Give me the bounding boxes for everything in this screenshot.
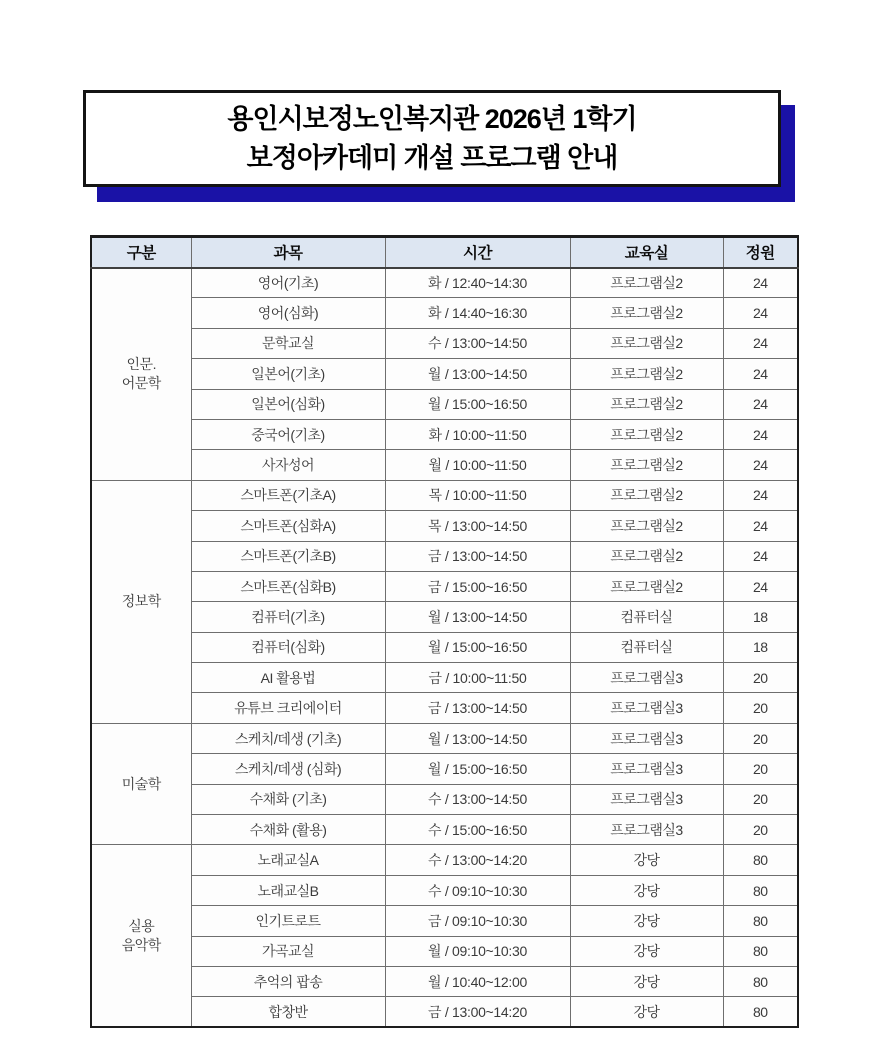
time-cell: 금 / 15:00~16:50 [385, 571, 570, 601]
table-row [91, 480, 798, 510]
header-cell-4: 정원 [723, 237, 798, 268]
time-cell: 월 / 13:00~14:50 [385, 602, 570, 632]
time-cell: 금 / 10:00~11:50 [385, 663, 570, 693]
subject-cell: 합창반 [191, 997, 385, 1027]
room-cell: 컴퓨터실 [570, 632, 723, 662]
subject-cell: 스마트폰(심화B) [191, 571, 385, 601]
capacity-cell: 24 [723, 419, 798, 449]
subject-cell: 문학교실 [191, 328, 385, 358]
time-cell: 금 / 13:00~14:50 [385, 693, 570, 723]
subject-cell: AI 활용법 [191, 663, 385, 693]
subject-cell: 사자성어 [191, 450, 385, 480]
table-row [91, 511, 798, 541]
room-cell: 프로그램실2 [570, 450, 723, 480]
table-row [91, 815, 798, 845]
room-cell: 프로그램실2 [570, 268, 723, 298]
subject-cell: 노래교실B [191, 875, 385, 905]
header-cell-1: 과목 [191, 237, 385, 268]
table-row [91, 663, 798, 693]
capacity-cell: 18 [723, 632, 798, 662]
subject-cell: 컴퓨터(기초) [191, 602, 385, 632]
time-cell: 수 / 09:10~10:30 [385, 875, 570, 905]
time-cell: 화 / 10:00~11:50 [385, 419, 570, 449]
capacity-cell: 24 [723, 268, 798, 298]
capacity-cell: 20 [723, 815, 798, 845]
capacity-cell: 24 [723, 541, 798, 571]
table-row [91, 541, 798, 571]
capacity-cell: 80 [723, 936, 798, 966]
program-table-body [91, 268, 798, 1028]
room-cell: 프로그램실3 [570, 693, 723, 723]
subject-cell: 스마트폰(기초B) [191, 541, 385, 571]
room-cell: 프로그램실2 [570, 419, 723, 449]
category-cell: 정보학 [91, 480, 191, 723]
time-cell: 월 / 13:00~14:50 [385, 723, 570, 753]
table-row [91, 298, 798, 328]
time-cell: 수 / 13:00~14:50 [385, 328, 570, 358]
capacity-cell: 18 [723, 602, 798, 632]
capacity-cell: 24 [723, 480, 798, 510]
subject-cell: 수채화 (활용) [191, 815, 385, 845]
capacity-cell: 24 [723, 571, 798, 601]
time-cell: 목 / 10:00~11:50 [385, 480, 570, 510]
time-cell: 수 / 13:00~14:20 [385, 845, 570, 875]
capacity-cell: 20 [723, 784, 798, 814]
subject-cell: 추억의 팝송 [191, 966, 385, 996]
capacity-cell: 24 [723, 389, 798, 419]
time-cell: 화 / 12:40~14:30 [385, 268, 570, 298]
capacity-cell: 80 [723, 875, 798, 905]
table-row [91, 966, 798, 996]
table-row [91, 906, 798, 936]
title-line-1: 용인시보정노인복지관 2026년 1학기 [227, 103, 637, 134]
room-cell: 프로그램실2 [570, 298, 723, 328]
table-row [91, 723, 798, 753]
room-cell: 강당 [570, 966, 723, 996]
time-cell: 월 / 15:00~16:50 [385, 632, 570, 662]
subject-cell: 영어(기초) [191, 268, 385, 298]
table-row [91, 754, 798, 784]
time-cell: 금 / 13:00~14:50 [385, 541, 570, 571]
time-cell: 월 / 10:40~12:00 [385, 966, 570, 996]
table-row [91, 693, 798, 723]
subject-cell: 영어(심화) [191, 298, 385, 328]
table-row [91, 328, 798, 358]
table-row [91, 875, 798, 905]
subject-cell: 스케치/데생 (심화) [191, 754, 385, 784]
table-row [91, 845, 798, 875]
title-line-2: 보정아카데미 개설 프로그램 안내 [246, 143, 618, 173]
subject-cell: 수채화 (기초) [191, 784, 385, 814]
room-cell: 프로그램실2 [570, 511, 723, 541]
table-row [91, 632, 798, 662]
table-row [91, 936, 798, 966]
time-cell: 수 / 13:00~14:50 [385, 784, 570, 814]
table-row [91, 359, 798, 389]
room-cell: 강당 [570, 906, 723, 936]
room-cell: 프로그램실2 [570, 571, 723, 601]
table-row [91, 389, 798, 419]
time-cell: 목 / 13:00~14:50 [385, 511, 570, 541]
capacity-cell: 24 [723, 359, 798, 389]
room-cell: 프로그램실2 [570, 359, 723, 389]
capacity-cell: 80 [723, 906, 798, 936]
capacity-cell: 24 [723, 511, 798, 541]
subject-cell: 스마트폰(심화A) [191, 511, 385, 541]
subject-cell: 인기트로트 [191, 906, 385, 936]
room-cell: 강당 [570, 875, 723, 905]
subject-cell: 유튜브 크리에이터 [191, 693, 385, 723]
time-cell: 월 / 09:10~10:30 [385, 936, 570, 966]
room-cell: 프로그램실3 [570, 663, 723, 693]
category-cell: 인문. 어문학 [91, 268, 191, 481]
capacity-cell: 20 [723, 693, 798, 723]
room-cell: 컴퓨터실 [570, 602, 723, 632]
subject-cell: 노래교실A [191, 845, 385, 875]
table-row [91, 419, 798, 449]
capacity-cell: 20 [723, 663, 798, 693]
header-cell-3: 교육실 [570, 237, 723, 268]
capacity-cell: 24 [723, 450, 798, 480]
table-row [91, 571, 798, 601]
capacity-cell: 80 [723, 997, 798, 1027]
header-cell-2: 시간 [385, 237, 570, 268]
table-row [91, 450, 798, 480]
room-cell: 프로그램실2 [570, 389, 723, 419]
capacity-cell: 20 [723, 754, 798, 784]
room-cell: 프로그램실2 [570, 541, 723, 571]
time-cell: 금 / 09:10~10:30 [385, 906, 570, 936]
capacity-cell: 20 [723, 723, 798, 753]
subject-cell: 스케치/데생 (기초) [191, 723, 385, 753]
room-cell: 프로그램실2 [570, 480, 723, 510]
capacity-cell: 80 [723, 966, 798, 996]
subject-cell: 가곡교실 [191, 936, 385, 966]
subject-cell: 스마트폰(기초A) [191, 480, 385, 510]
time-cell: 금 / 13:00~14:20 [385, 997, 570, 1027]
table-row [91, 997, 798, 1027]
header-row [91, 237, 798, 268]
title-box [83, 90, 781, 187]
subject-cell: 컴퓨터(심화) [191, 632, 385, 662]
capacity-cell: 24 [723, 298, 798, 328]
room-cell: 강당 [570, 936, 723, 966]
time-cell: 화 / 14:40~16:30 [385, 298, 570, 328]
room-cell: 프로그램실3 [570, 815, 723, 845]
time-cell: 월 / 10:00~11:50 [385, 450, 570, 480]
header-cell-0: 구분 [91, 237, 191, 268]
subject-cell: 일본어(기초) [191, 359, 385, 389]
room-cell: 프로그램실3 [570, 784, 723, 814]
time-cell: 수 / 15:00~16:50 [385, 815, 570, 845]
subject-cell: 일본어(심화) [191, 389, 385, 419]
room-cell: 프로그램실3 [570, 754, 723, 784]
table-row [91, 602, 798, 632]
capacity-cell: 24 [723, 328, 798, 358]
table-row [91, 784, 798, 814]
category-cell: 미술학 [91, 723, 191, 845]
room-cell: 프로그램실3 [570, 723, 723, 753]
room-cell: 프로그램실2 [570, 328, 723, 358]
subject-cell: 중국어(기초) [191, 419, 385, 449]
time-cell: 월 / 13:00~14:50 [385, 359, 570, 389]
category-cell: 실용 음악학 [91, 845, 191, 1027]
table-row [91, 268, 798, 298]
program-table [90, 235, 799, 1028]
room-cell: 강당 [570, 997, 723, 1027]
room-cell: 강당 [570, 845, 723, 875]
time-cell: 월 / 15:00~16:50 [385, 754, 570, 784]
capacity-cell: 80 [723, 845, 798, 875]
time-cell: 월 / 15:00~16:50 [385, 389, 570, 419]
